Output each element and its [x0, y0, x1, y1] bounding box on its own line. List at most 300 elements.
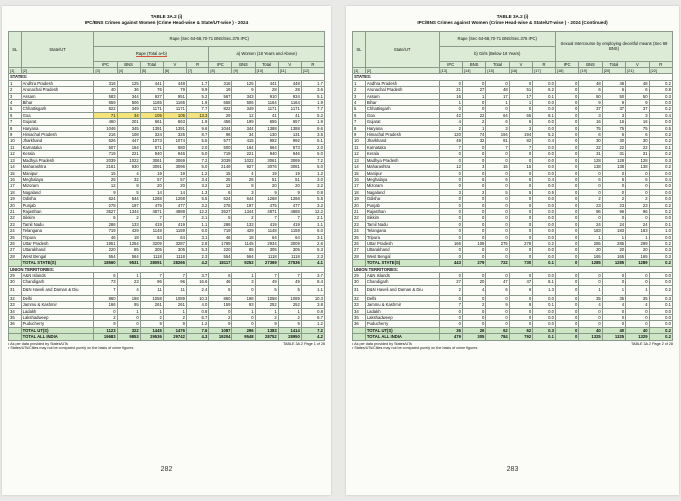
- value-cell: 5: [209, 285, 232, 295]
- value-cell: 36: [117, 87, 140, 93]
- value-cell: 0: [579, 279, 602, 285]
- value-cell: 0: [462, 253, 485, 259]
- value-cell: 0: [509, 315, 532, 321]
- value-cell: 1.7: [186, 80, 208, 86]
- value-cell: 0.0: [649, 273, 672, 279]
- value-cell: 35: [626, 295, 649, 301]
- value-cell: 29536: [140, 334, 163, 340]
- state-cell: Jharkhand: [365, 138, 439, 144]
- value-cell: 0.1: [649, 302, 672, 308]
- sl-cell: 34: [353, 308, 366, 314]
- value-cell: 0: [462, 80, 485, 86]
- state-cell: Tripura: [21, 234, 94, 240]
- value-cell: 0: [555, 170, 578, 176]
- value-cell: 0: [462, 295, 485, 301]
- value-cell: 5: [209, 215, 232, 221]
- state-cell: Tamil Nadu: [365, 221, 439, 227]
- value-cell: 34: [117, 112, 140, 118]
- value-cell: 23: [626, 202, 649, 208]
- value-cell: 7: [140, 215, 163, 221]
- sl-cell: 28: [9, 253, 22, 259]
- value-cell: 1148: [255, 228, 278, 234]
- value-cell: 48: [602, 80, 625, 86]
- unit-header: V: [626, 61, 649, 67]
- value-cell: 2149: [209, 164, 232, 170]
- value-cell: 0: [555, 253, 578, 259]
- value-cell: 0.3: [649, 295, 672, 301]
- value-cell: 285: [579, 240, 602, 246]
- value-cell: 0: [555, 151, 578, 157]
- value-cell: 19204: [209, 334, 232, 340]
- value-cell: 0: [462, 170, 485, 176]
- sl-cell: 2: [353, 87, 366, 93]
- sl-cell: 8: [353, 125, 366, 131]
- value-cell: 0.8: [301, 189, 324, 195]
- value-cell: 5.0: [301, 151, 324, 157]
- value-cell: 40: [626, 327, 649, 333]
- sl-cell: 24: [9, 228, 22, 234]
- value-cell: 27: [462, 87, 485, 93]
- value-cell: 4871: [140, 208, 163, 214]
- state-cell: Uttar Pradesh: [21, 240, 94, 246]
- value-cell: 1: [579, 234, 602, 240]
- value-cell: 96: [579, 208, 602, 214]
- value-cell: 48: [579, 80, 602, 86]
- value-cell: 860: [94, 295, 117, 301]
- value-cell: 0: [555, 164, 578, 170]
- value-cell: 3061: [255, 157, 278, 163]
- value-cell: 1268: [163, 196, 186, 202]
- unit-header: Total: [140, 61, 163, 67]
- value-cell: 2: [602, 196, 625, 202]
- value-cell: 7.7: [301, 106, 324, 112]
- value-cell: 507: [94, 144, 117, 150]
- rape-group-header: Rape (Sec 64-68,70-71 BNS/Sec.376 IPC): [439, 31, 555, 46]
- value-cell: 1: [117, 308, 140, 314]
- value-cell: 0: [439, 80, 462, 86]
- value-cell: 25: [209, 176, 232, 182]
- value-cell: 0: [555, 273, 578, 279]
- table-body: [9, 68, 325, 341]
- value-cell: 0.1: [533, 93, 556, 99]
- value-cell: 76: [140, 87, 163, 93]
- value-cell: 6: [602, 132, 625, 138]
- state-cell: Chhattisgarh: [365, 106, 439, 112]
- value-cell: 0: [462, 247, 485, 253]
- value-cell: 9: [278, 321, 301, 327]
- value-cell: 75: [579, 125, 602, 131]
- value-cell: 1145: [232, 240, 255, 246]
- value-cell: 0: [486, 106, 509, 112]
- sl-cell: 8: [9, 125, 22, 131]
- value-cell: 0: [486, 247, 509, 253]
- value-cell: 910: [255, 93, 278, 99]
- value-cell: 0.2: [649, 106, 672, 112]
- value-cell: 64: [255, 234, 278, 240]
- value-cell: 2: [94, 315, 117, 321]
- value-cell: 128: [602, 157, 625, 163]
- value-cell: 2.0: [186, 144, 208, 150]
- value-cell: 5: [278, 285, 301, 295]
- state-cell: Ladakh: [365, 308, 439, 314]
- value-cell: 664: [255, 144, 278, 150]
- value-cell: 1: [439, 100, 462, 106]
- value-cell: 316: [209, 80, 232, 86]
- state-cell: Gujarat: [365, 119, 439, 125]
- state-cell: Kerala: [365, 151, 439, 157]
- value-cell: 0: [602, 315, 625, 321]
- value-cell: 0.0: [533, 228, 556, 234]
- value-cell: 2: [462, 189, 485, 195]
- value-cell: 0.0: [533, 221, 556, 227]
- value-cell: 5.0: [186, 164, 208, 170]
- value-cell: 20: [255, 183, 278, 189]
- state-cell: Kerala: [21, 151, 94, 157]
- value-cell: 22: [626, 144, 649, 150]
- value-cell: 0: [462, 308, 485, 314]
- value-cell: 4: [579, 302, 602, 308]
- value-cell: 20: [579, 247, 602, 253]
- value-cell: 1: [232, 308, 255, 314]
- value-cell: 9.9: [186, 87, 208, 93]
- sl-cell: 10: [9, 138, 22, 144]
- value-cell: 165: [579, 253, 602, 259]
- value-cell: 15: [209, 170, 232, 176]
- value-cell: 0: [509, 228, 532, 234]
- value-cell: 0.0: [649, 308, 672, 314]
- value-cell: 5.2: [301, 112, 324, 118]
- sl-cell: 14: [9, 164, 22, 170]
- sl-cell: 16: [9, 176, 22, 182]
- value-cell: 3.6: [301, 87, 324, 93]
- value-cell: 784: [486, 334, 509, 340]
- value-cell: 28266: [163, 260, 186, 266]
- value-cell: 2.6: [301, 240, 324, 246]
- value-cell: 1268: [140, 196, 163, 202]
- value-cell: 624: [209, 196, 232, 202]
- value-cell: 1329: [626, 334, 649, 340]
- value-cell: 108: [117, 132, 140, 138]
- value-cell: 1.2: [186, 321, 208, 327]
- value-cell: 0: [509, 234, 532, 240]
- value-cell: 261: [163, 302, 186, 308]
- table-title: TABLE 3A.2 (i): [150, 14, 183, 19]
- column-number: [17]: [533, 68, 556, 74]
- value-cell: 35: [602, 295, 625, 301]
- sl-cell: 26: [9, 240, 22, 246]
- value-cell: 0: [439, 247, 462, 253]
- value-cell: 220: [209, 247, 232, 253]
- value-cell: 3.8: [301, 302, 324, 308]
- value-cell: 73: [94, 279, 117, 285]
- value-cell: 0.2: [649, 132, 672, 138]
- sl-cell: 29: [353, 273, 366, 279]
- section-label: UNION TERRITORIES:: [353, 266, 673, 272]
- value-cell: 0: [232, 321, 255, 327]
- section-label: STATES:: [353, 74, 673, 80]
- value-cell: 13.3: [186, 112, 208, 118]
- state-cell: Puducherry: [21, 321, 94, 327]
- value-cell: 82: [509, 138, 532, 144]
- sl-cell: 30: [353, 279, 366, 285]
- sl-cell: 7: [353, 119, 366, 125]
- value-cell: 951: [163, 93, 186, 99]
- value-cell: 0.0: [649, 279, 672, 285]
- value-cell: 722: [486, 260, 509, 266]
- value-cell: 9: [509, 302, 532, 308]
- value-cell: 1089: [278, 295, 301, 301]
- value-cell: 3287: [163, 240, 186, 246]
- value-cell: 0: [555, 93, 578, 99]
- value-cell: 624: [94, 196, 117, 202]
- sl-cell: 35: [353, 315, 366, 321]
- value-cell: 23: [602, 202, 625, 208]
- value-cell: 3069: [163, 157, 186, 163]
- value-cell: 0: [509, 253, 532, 259]
- value-cell: 305: [462, 334, 485, 340]
- footnote-caution: • States/UTs/Cities may not be compared purely on the basis of crime figures: [352, 346, 478, 351]
- value-cell: 0.2: [649, 260, 672, 266]
- value-cell: 0: [602, 279, 625, 285]
- sl-cell: 12: [353, 151, 366, 157]
- value-cell: 0: [555, 125, 578, 131]
- value-cell: 64: [140, 234, 163, 240]
- crime-table-left: [8, 31, 325, 341]
- value-cell: 6.2: [533, 87, 556, 93]
- value-cell: 0: [462, 144, 485, 150]
- value-cell: 28752: [255, 334, 278, 340]
- column-number: [7]: [186, 68, 208, 74]
- value-cell: 4888: [163, 208, 186, 214]
- value-cell: 7.2: [301, 327, 324, 333]
- report-page-left: [2, 6, 331, 495]
- value-cell: 164: [117, 144, 140, 150]
- value-cell: 51: [255, 176, 278, 182]
- value-cell: 1118: [140, 253, 163, 259]
- value-cell: 1171: [255, 106, 278, 112]
- value-cell: 6: [486, 176, 509, 182]
- value-cell: 0.2: [649, 164, 672, 170]
- value-cell: 5.5: [186, 138, 208, 144]
- value-cell: 9: [163, 321, 186, 327]
- state-cell: Odisha: [21, 196, 94, 202]
- unit-header: BNS: [462, 61, 485, 67]
- sl-cell: 26: [353, 240, 366, 246]
- value-cell: 3096: [163, 164, 186, 170]
- total-india-row: [353, 334, 673, 340]
- value-cell: 1391: [140, 125, 163, 131]
- value-cell: 0.1: [649, 221, 672, 227]
- value-cell: 0: [509, 247, 532, 253]
- sl-cell: 33: [353, 302, 366, 308]
- value-cell: 9252: [232, 260, 255, 266]
- value-cell: 130: [255, 132, 278, 138]
- value-cell: 0.2: [649, 240, 672, 246]
- value-cell: 0: [462, 100, 485, 106]
- value-cell: 0: [486, 196, 509, 202]
- value-cell: 441: [255, 80, 278, 86]
- value-cell: 20: [163, 183, 186, 189]
- value-cell: 305: [140, 247, 163, 253]
- value-cell: 138: [626, 164, 649, 170]
- value-cell: 19: [163, 170, 186, 176]
- value-cell: 1073: [140, 138, 163, 144]
- value-cell: 9: [579, 100, 602, 106]
- value-cell: 31: [602, 151, 625, 157]
- value-cell: 37: [626, 106, 649, 112]
- value-cell: 221: [232, 151, 255, 157]
- value-cell: 3: [439, 189, 462, 195]
- value-cell: 6: [602, 176, 625, 182]
- value-cell: 0: [486, 80, 509, 86]
- value-cell: 0: [486, 273, 509, 279]
- column-number: [16]: [509, 68, 532, 74]
- value-cell: 1: [626, 234, 649, 240]
- state-cell: Uttarakhand: [365, 247, 439, 253]
- sl-cell: 18: [9, 189, 22, 195]
- value-cell: 448: [163, 80, 186, 86]
- value-cell: 0: [509, 321, 532, 327]
- value-cell: 1: [486, 100, 509, 106]
- state-cell: Rajasthan: [21, 208, 94, 214]
- value-cell: 96: [602, 208, 625, 214]
- value-cell: 138: [579, 164, 602, 170]
- value-cell: 1.9: [301, 100, 324, 106]
- value-cell: 0.4: [649, 112, 672, 118]
- value-cell: 30: [602, 138, 625, 144]
- state-cell: D&N Haveli and Daman & Diu: [21, 285, 94, 295]
- page-number: 283: [506, 466, 519, 473]
- value-cell: 2: [209, 315, 232, 321]
- value-cell: 0.2: [649, 327, 672, 333]
- value-cell: 278: [209, 202, 232, 208]
- value-cell: 343: [232, 93, 255, 99]
- value-cell: 40: [579, 327, 602, 333]
- value-cell: 324: [140, 132, 163, 138]
- state-cell: Nagaland: [21, 189, 94, 195]
- value-cell: 1044: [209, 125, 232, 131]
- value-cell: 1.2: [301, 170, 324, 176]
- unit-header: IPC: [209, 61, 232, 67]
- value-cell: 36: [439, 327, 462, 333]
- value-cell: 5: [255, 285, 278, 295]
- unit-header: R: [533, 61, 556, 67]
- value-cell: 644: [117, 196, 140, 202]
- value-cell: 1: [626, 285, 649, 295]
- value-cell: 93: [232, 302, 255, 308]
- sl-cell: 9: [353, 132, 366, 138]
- value-cell: 7: [163, 273, 186, 279]
- value-cell: 0: [486, 228, 509, 234]
- value-cell: 28950: [278, 334, 301, 340]
- value-cell: 6.0: [301, 228, 324, 234]
- sl-cell: 2: [9, 87, 22, 93]
- value-cell: 946: [278, 151, 301, 157]
- value-cell: 0.0: [533, 151, 556, 157]
- value-cell: 305: [278, 247, 301, 253]
- value-cell: 0: [555, 100, 578, 106]
- value-cell: 626: [94, 138, 117, 144]
- value-cell: 26: [232, 176, 255, 182]
- value-cell: 4: [626, 302, 649, 308]
- value-cell: 5: [117, 189, 140, 195]
- page-of-label: TABLE 3A.2 Page 2 of 28: [631, 341, 673, 346]
- value-cell: 9.6: [301, 125, 324, 131]
- value-cell: 0.0: [649, 170, 672, 176]
- value-cell: 0.0: [533, 183, 556, 189]
- value-cell: 18: [232, 234, 255, 240]
- state-cell: Jammu & Kashmir: [21, 302, 94, 308]
- value-cell: 0: [439, 221, 462, 227]
- sl-cell: 21: [353, 208, 366, 214]
- value-cell: 0.0: [533, 80, 556, 86]
- value-cell: 680: [163, 144, 186, 150]
- value-cell: 3: [579, 112, 602, 118]
- table-row: [9, 285, 325, 295]
- value-cell: 252: [255, 302, 278, 308]
- value-cell: 1: [602, 285, 625, 295]
- unit-header: R: [649, 61, 672, 67]
- value-cell: 0: [626, 308, 649, 314]
- value-cell: 0.4: [533, 176, 556, 182]
- value-cell: 1285: [579, 260, 602, 266]
- value-cell: 6: [462, 176, 485, 182]
- value-cell: 1268: [278, 196, 301, 202]
- value-cell: 0: [117, 321, 140, 327]
- sl-cell: 21: [9, 208, 22, 214]
- unit-header: R: [186, 61, 208, 67]
- sl-cell: 32: [353, 295, 366, 301]
- state-cell: Goa: [21, 112, 94, 118]
- sl-cell: 23: [9, 221, 22, 227]
- value-cell: 20: [140, 183, 163, 189]
- footnote-source: • As per data provided by States/UTs: [352, 341, 412, 346]
- value-cell: 0: [462, 208, 485, 214]
- value-cell: 0: [462, 273, 485, 279]
- sl-cell: 31: [353, 285, 366, 295]
- value-cell: 0: [486, 183, 509, 189]
- sl-cell: 10: [353, 138, 366, 144]
- value-cell: 32: [462, 138, 485, 144]
- value-cell: 6: [509, 176, 532, 182]
- value-cell: 6.7: [186, 315, 208, 321]
- sl-cell: 16: [353, 176, 366, 182]
- state-cell: Jammu & Kashmir: [365, 302, 439, 308]
- value-cell: 1118: [255, 253, 278, 259]
- value-cell: 1.9: [301, 119, 324, 125]
- state-cell: West Bengal: [365, 253, 439, 259]
- value-cell: 0: [626, 273, 649, 279]
- state-cell: Andhra Pradesh: [365, 80, 439, 86]
- footnote-source: • As per data provided by States/UTs: [8, 341, 68, 346]
- value-cell: 822: [94, 106, 117, 112]
- value-cell: 6: [579, 87, 602, 93]
- value-cell: 0.0: [649, 119, 672, 125]
- value-cell: 131: [278, 132, 301, 138]
- value-cell: 564: [117, 253, 140, 259]
- value-cell: 0: [626, 215, 649, 221]
- value-cell: 0: [486, 321, 509, 327]
- state-cell: Assam: [21, 93, 94, 99]
- column-number: [3]: [94, 68, 117, 74]
- value-cell: 441: [140, 80, 163, 86]
- value-cell: 663: [163, 119, 186, 125]
- value-cell: 5.0: [301, 164, 324, 170]
- value-cell: 344: [232, 125, 255, 131]
- value-cell: 0: [439, 151, 462, 157]
- value-cell: 1: [462, 93, 485, 99]
- value-cell: 2: [117, 215, 140, 221]
